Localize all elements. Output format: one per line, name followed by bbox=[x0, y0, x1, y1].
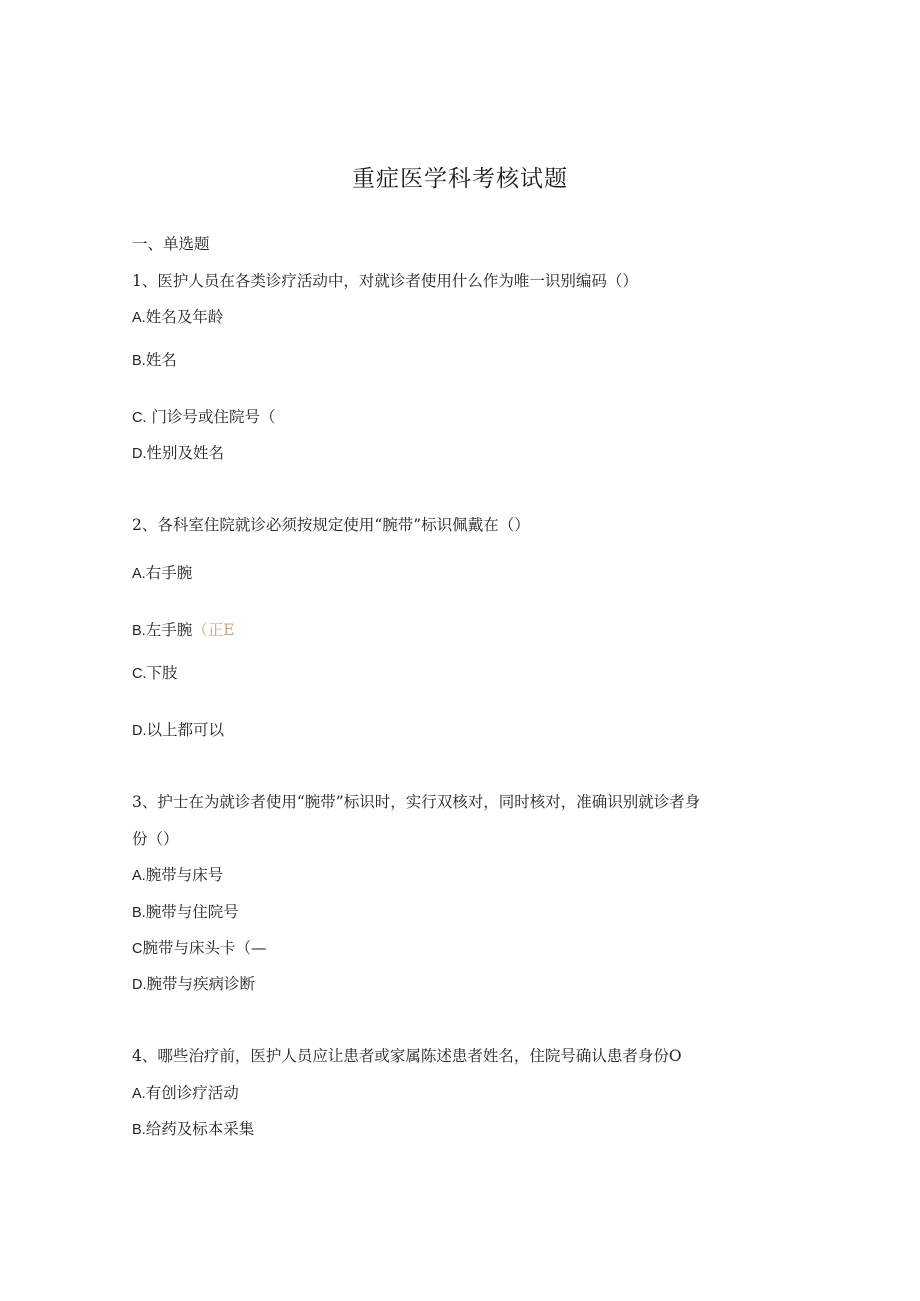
option-text: 腕带与床号 bbox=[145, 866, 224, 884]
option-letter: C bbox=[132, 941, 143, 957]
question-4-stem: 4、哪些治疗前，医护人员应让患者或家属陈述患者姓名，住院号确认患者身份O bbox=[132, 1047, 682, 1065]
q1-option-a[interactable] bbox=[132, 307, 223, 328]
q4-option-a[interactable] bbox=[132, 1083, 239, 1104]
q3-option-d[interactable] bbox=[132, 974, 255, 995]
option-letter: B. bbox=[132, 353, 146, 369]
option-text: 下肢 bbox=[146, 664, 178, 682]
question-2-stem: 2、各科室住院就诊必须按规定使用“腕带”标识佩戴在（） bbox=[132, 516, 530, 534]
option-text: 给药及标本采集 bbox=[145, 1120, 255, 1138]
q3-option-c[interactable] bbox=[132, 938, 267, 959]
q4-option-b[interactable] bbox=[132, 1119, 254, 1140]
option-text: 左手腕 bbox=[145, 621, 193, 639]
option-letter: D. bbox=[132, 977, 147, 993]
option-text: 腕带与住院号 bbox=[145, 903, 239, 921]
q1-option-b[interactable] bbox=[132, 350, 177, 371]
question-3-stem-line2: 份（） bbox=[132, 830, 179, 848]
option-text: 姓名及年龄 bbox=[145, 308, 224, 326]
q1-option-d[interactable] bbox=[132, 443, 224, 464]
option-text: 腕带与床头卡（— bbox=[142, 939, 267, 957]
option-letter: C. bbox=[132, 410, 147, 426]
option-text: 腕带与疾病诊断 bbox=[146, 975, 256, 993]
option-text: 性别及姓名 bbox=[146, 444, 225, 462]
q3-option-a[interactable] bbox=[132, 865, 223, 886]
option-text: 以上都可以 bbox=[146, 721, 225, 739]
answer-mark: （正E bbox=[192, 621, 235, 639]
option-letter: B. bbox=[132, 623, 146, 639]
option-text: 门诊号或住院号（ bbox=[151, 408, 276, 426]
option-letter: D. bbox=[132, 446, 147, 462]
option-letter: B. bbox=[132, 1122, 146, 1138]
section-heading: 一、单选题 bbox=[132, 235, 210, 253]
page-title: 重症医学科考核试题 bbox=[352, 166, 568, 192]
option-letter: A. bbox=[132, 310, 146, 326]
q2-option-c[interactable] bbox=[132, 663, 178, 684]
option-letter: A. bbox=[132, 868, 146, 884]
option-letter: C. bbox=[132, 666, 147, 682]
option-letter: A. bbox=[132, 1086, 146, 1102]
q2-option-b[interactable] bbox=[132, 620, 235, 641]
q2-option-d[interactable] bbox=[132, 720, 224, 741]
q1-option-c[interactable] bbox=[132, 407, 275, 428]
option-letter: A. bbox=[132, 566, 146, 582]
q2-option-a[interactable] bbox=[132, 563, 192, 584]
option-letter: B. bbox=[132, 905, 146, 921]
option-text: 右手腕 bbox=[145, 564, 193, 582]
question-1-stem: 1、医护人员在各类诊疗活动中，对就诊者使用什么作为唯一识别编码（） bbox=[132, 272, 638, 290]
question-3-stem-line1: 3、护士在为就诊者使用“腕带”标识时，实行双核对，同时核对，准确识别就诊者身 bbox=[132, 793, 701, 811]
q3-option-b[interactable] bbox=[132, 902, 239, 923]
option-letter: D. bbox=[132, 723, 147, 739]
option-text: 姓名 bbox=[145, 351, 177, 369]
option-text: 有创诊疗活动 bbox=[145, 1084, 239, 1102]
